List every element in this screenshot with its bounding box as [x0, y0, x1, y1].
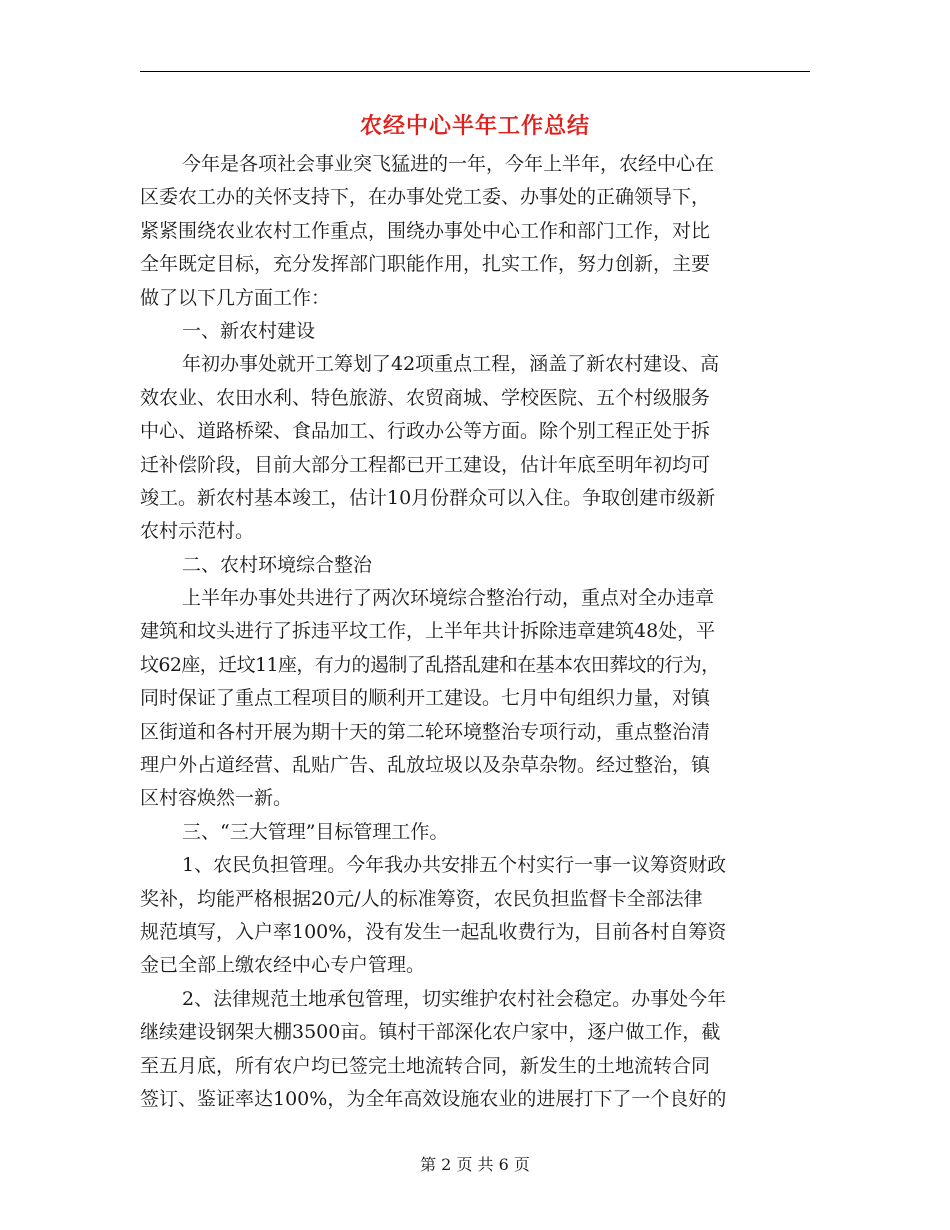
paragraph-line: 签订、鉴证率达100%，为全年高效设施农业的进展打下了一个良好的	[140, 1087, 727, 1110]
document-body	[140, 148, 812, 1116]
paragraph-line: 坟62座，迁坟11座，有力的遏制了乱搭乱建和在基本农田葬坟的行为，	[140, 653, 720, 676]
section-heading: 三、“三大管理”目标管理工作。	[182, 820, 449, 843]
paragraph-line: 至五月底，所有农户均已签完土地流转合同，新发生的土地流转合同	[140, 1054, 711, 1077]
paragraph-line: 理户外占道经营、乱贴广告、乱放垃圾以及杂草杂物。经过整治，镇	[140, 754, 711, 777]
paragraph-line: 效农业、农田水利、特色旅游、农贸商城、学校医院、五个村级服务	[140, 386, 711, 409]
paragraph-line: 同时保证了重点工程项目的顺利开工建设。七月中旬组织力量，对镇	[140, 687, 711, 710]
paragraph-line: 区村容焕然一新。	[140, 787, 293, 810]
paragraph-line: 2、法律规范土地承包管理，切实维护农村社会稳定。办事处今年	[182, 987, 727, 1010]
header-rule	[140, 71, 810, 72]
paragraph-line: 上半年办事处共进行了两次环境综合整治行动，重点对全办违章	[182, 587, 715, 610]
document-title: 农经中心半年工作总结	[359, 113, 590, 139]
paragraph-line: 区委农工办的关怀支持下，在办事处党工委、办事处的正确领导下，	[140, 186, 711, 209]
paragraph-line: 继续建设钢架大棚3500亩。镇村干部深化农户家中，逐户做工作，截	[140, 1021, 721, 1044]
paragraph-line: 建筑和坟头进行了拆违平坟工作，上半年共计拆除违章建筑48处，平	[140, 620, 716, 643]
paragraph-line: 今年是各项社会事业突飞猛进的一年，今年上半年，农经中心在	[182, 153, 715, 175]
paragraph-line: 年初办事处就开工筹划了42项重点工程，涵盖了新农村建设、高	[182, 353, 720, 376]
section-heading: 一、新农村建设	[182, 319, 316, 342]
paragraph-line: 规范填写，入户率100%，没有发生一起乱收费行为，目前各村自筹资	[140, 920, 727, 943]
paragraph-line: 金已全部上缴农经中心专户管理。	[140, 954, 426, 977]
paragraph-line: 中心、道路桥梁、食品加工、行政办公等方面。除个别工程正处于拆	[140, 420, 711, 443]
paragraph-line: 农村示范村。	[140, 520, 255, 543]
paragraph-line: 做了以下几方面工作：	[140, 286, 331, 309]
page-number: 第 2 页 共 6 页	[420, 1155, 530, 1174]
paragraph-line: 全年既定目标，充分发挥部门职能作用，扎实工作，努力创新，主要	[140, 253, 711, 276]
section-heading: 二、农村环境综合整治	[182, 553, 373, 576]
paragraph-line: 奖补，均能严格根据20元/人的标准筹资，农民负担监督卡全部法律	[140, 887, 703, 910]
paragraph-line: 竣工。新农村基本竣工，估计10月份群众可以入住。争取创建市级新	[140, 486, 716, 509]
paragraph-line: 区街道和各村开展为期十天的第二轮环境整治专项行动，重点整治清	[140, 720, 711, 743]
paragraph-line: 迁补偿阶段，目前大部分工程都已开工建设，估计年底至明年初均可	[140, 453, 711, 476]
paragraph-line: 1、农民负担管理。今年我办共安排五个村实行一事一议筹资财政	[182, 854, 727, 877]
paragraph-line: 紧紧围绕农业农村工作重点，围绕办事处中心工作和部门工作，对比	[140, 219, 711, 242]
